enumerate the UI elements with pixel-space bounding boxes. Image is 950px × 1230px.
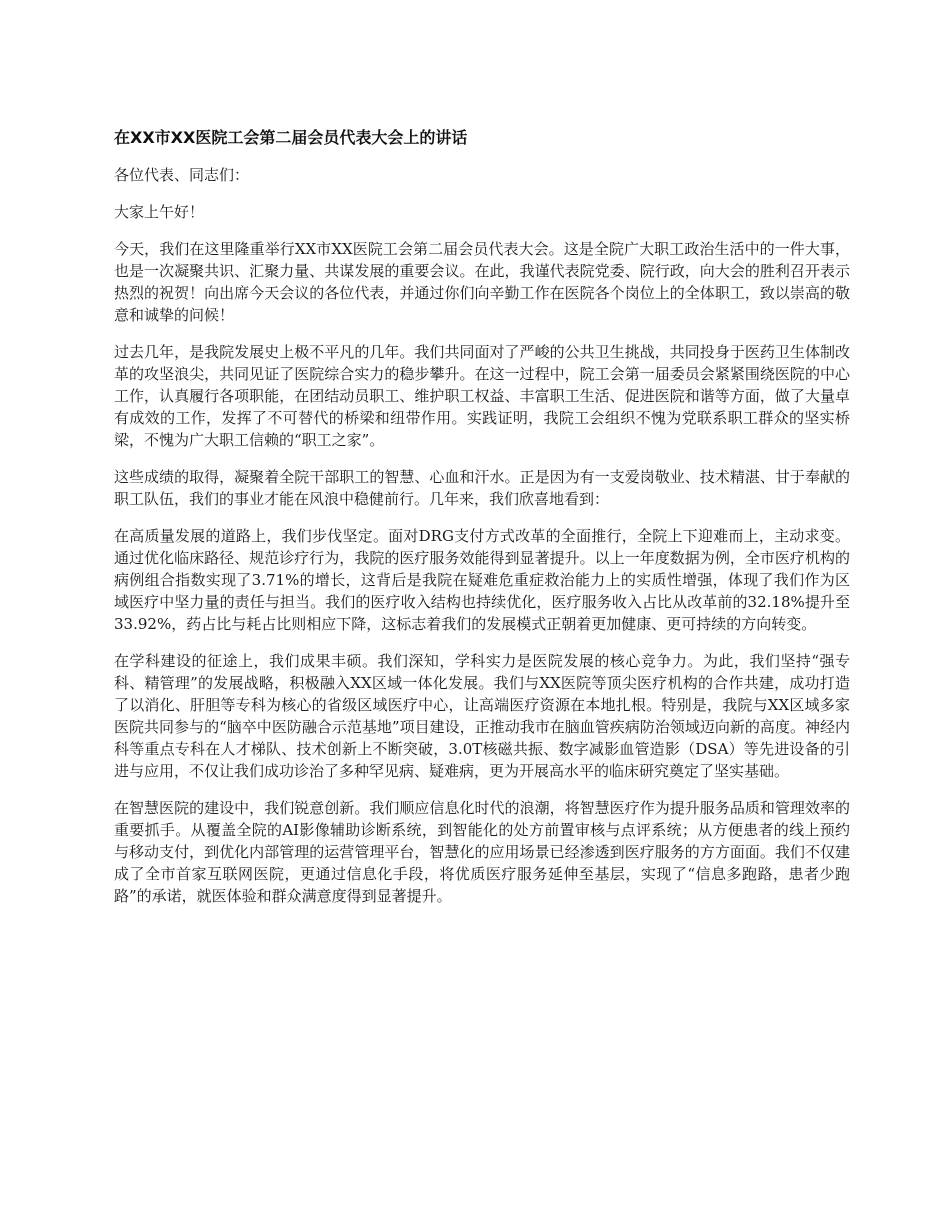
paragraph-high-quality-development: 在高质量发展的道路上，我们步伐坚定。面对DRG支付方式改革的全面推行，全院上下迎难而上，主动求变。通过优化临床路径、规范诊疗行为，我院的医疗服务效能得到显著提升。以上一年度数据为例，全市医疗机构的病例组合指数实现了3.71%的增长，这背后是我院在疑难危重症救治能力上的实质性增强，体现了我们作为区域医疗中坚力量的责任与担当。我们的医疗收入结构也持续优化，医疗服务收入占比从改革前的32.18%提升至33.92%，药占比与耗占比则相应下降，这标志着我们的发展模式正朝着更加健康、更可持续的方向转变。 bbox=[114, 527, 850, 633]
greeting: 大家上午好！ bbox=[114, 203, 205, 221]
paragraph-achievements: 这些成绩的取得，凝聚着全院干部职工的智慧、心血和汗水。正是因为有一支爱岗敬业、技术精湛、甘于奉献的职工队伍，我们的事业才能在风浪中稳健前行。几年来，我们欣喜地看到： bbox=[114, 468, 850, 508]
paragraph-discipline-building: 在学科建设的征途上，我们成果丰硕。我们深知，学科实力是医院发展的核心竞争力。为此，我们坚持“强专科、精管理”的发展战略，积极融入XX区域一体化发展。我们与XX医院等顶尖医疗机构的合作共建，成功打造了以消化、肝胆等专科为核心的省级区域医疗中心，让高端医疗资源在本地扎根。特别是，我院与XX区域多家医院共同参与的“脑卒中医防融合示范基地”项目建设，正推动我市在脑血管疾病防治领域迈向新的高度。神经内科等重点专科在人才梯队、技术创新上不断突破，3.0T核磁共振、数字减影血管造影（DSA）等先进设备的引进与应用，不仅让我们成功诊治了多种罕见病、疑难病，更为开展高水平的临床研究奠定了坚实基础。 bbox=[114, 652, 850, 780]
paragraph-opening: 今天，我们在这里隆重举行XX市XX医院工会第二届会员代表大会。这是全院广大职工政治生活中的一件大事，也是一次凝聚共识、汇聚力量、共谋发展的重要会议。在此，我谨代表院党委、院行政，向大会的胜利召开表示热烈的祝贺！向出席今天会议的各位代表，并通过你们向辛勤工作在医院各个岗位上的全体职工，致以崇高的敬意和诚挚的问候！ bbox=[114, 240, 850, 324]
document-page bbox=[114, 126, 850, 922]
document-title: 在XX市XX医院工会第二届会员代表大会上的讲话 bbox=[114, 128, 468, 147]
paragraph-past-years: 过去几年，是我院发展史上极不平凡的几年。我们共同面对了严峻的公共卫生挑战，共同投身于医药卫生体制改革的攻坚浪尖，共同见证了医院综合实力的稳步攀升。在这一过程中，院工会第一届委员会紧紧围绕医院的中心工作，认真履行各项职能，在团结动员职工、维护职工权益、丰富职工生活、促进医院和谐等方面，做了大量卓有成效的工作，发挥了不可替代的桥梁和纽带作用。实践证明，我院工会组织不愧为党联系职工群众的坚实桥梁，不愧为广大职工信赖的“职工之家”。 bbox=[114, 343, 850, 449]
paragraph-smart-hospital: 在智慧医院的建设中，我们锐意创新。我们顺应信息化时代的浪潮，将智慧医疗作为提升服务品质和管理效率的重要抓手。从覆盖全院的AI影像辅助诊断系统，到智能化的处方前置审核与点评系统；从方便患者的线上预约与移动支付，到优化内部管理的运营管理平台，智慧化的应用场景已经渗透到医疗服务的方方面面。我们不仅建成了全市首家互联网医院，更通过信息化手段，将优质医疗服务延伸至基层，实现了“信息多跑路，患者少跑路”的承诺，就医体验和群众满意度得到显著提升。 bbox=[114, 799, 850, 905]
salutation: 各位代表、同志们： bbox=[114, 166, 250, 184]
